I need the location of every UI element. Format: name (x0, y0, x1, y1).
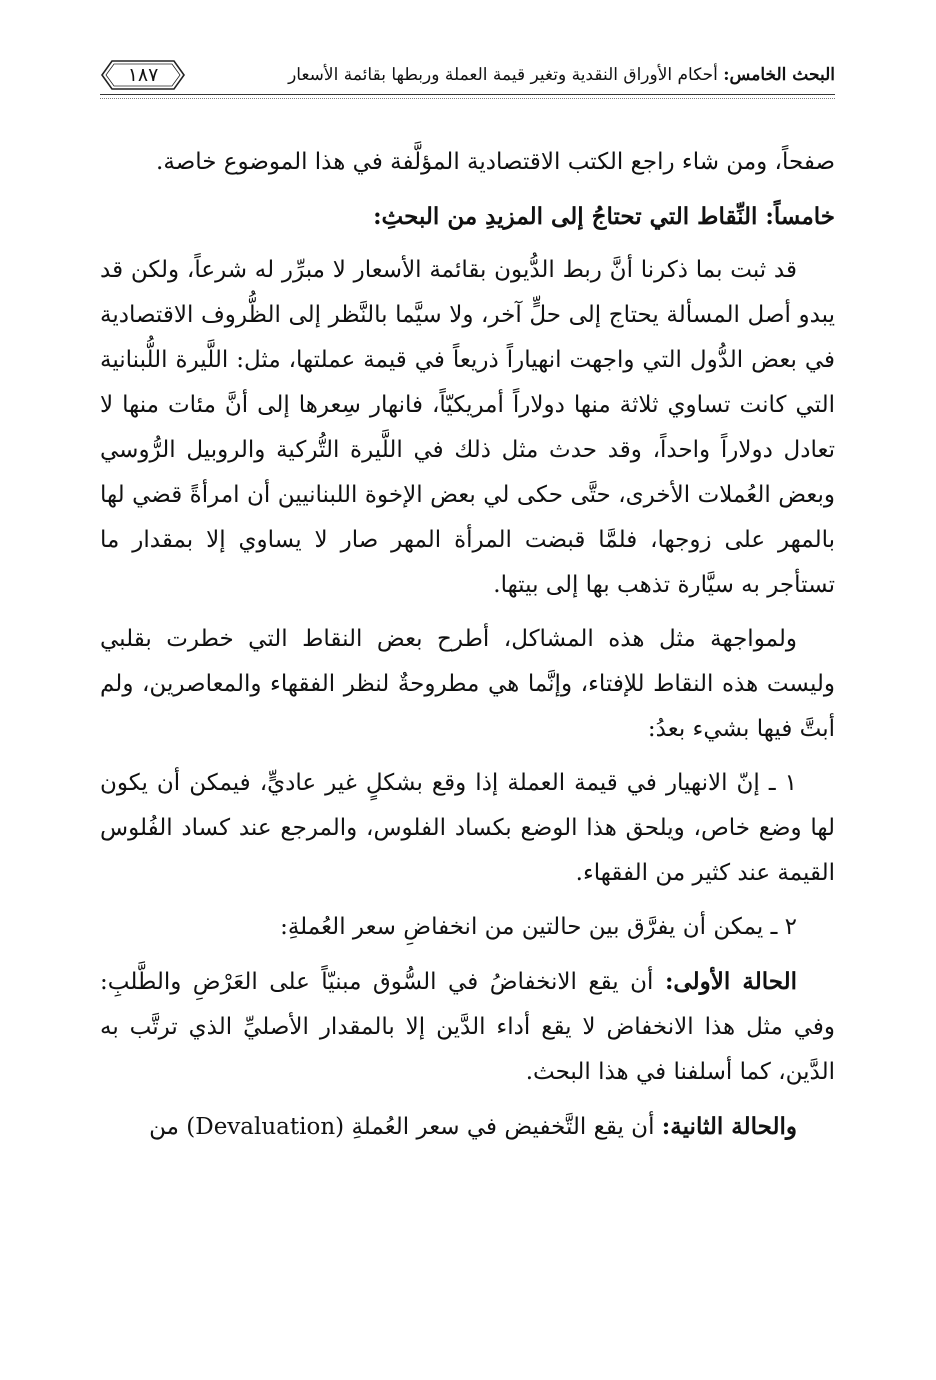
case-two-paragraph (100, 1104, 835, 1150)
section-heading: خامساً: النِّقاط التي تحتاجُ إلى المزيدِ من البحثِ: (373, 203, 835, 230)
header-rule (100, 94, 835, 95)
page-body (100, 140, 835, 1150)
section-label: البحث الخامس: (723, 65, 835, 85)
page-number: ١٨٧ (127, 64, 159, 86)
paragraph-lira-collapse: قد ثبت بما ذكرنا أنَّ ربط الدُّيون بقائمة الأسعار لا مبرِّر له شرعاً، ولكن قد يبدو أصل المسألة يحتاج إلى حلٍّ آخر، ولا سيَّما بالنَّظر إلى الظُّروف الاقتصادية في بعض الدُّول التي واجهت انهياراً ذريعاً في قيمة عملتها، مثل: اللَّيرة اللُّبنانية التي كانت تساوي ثلاثة منها دولاراً أمريكيّاً، فانهار سِعرها إلى أنَّ مئات منها لا تعادل دولاراً واحداً، وقد حدث مثل ذلك في اللَّيرة التُّركية والروبيل الرُّوسي وبعض العُملات الأخرى، حتَّى حكى لي بعض الإخوة اللبنانيين أن امرأةً قضي لها بالمهر على زوجها، فلمَّا قبضت المرأة المهر صار لا يساوي إلا بمقدار ما تستأجر به سيَّارة تذهب بها إلى بيتها. (100, 257, 835, 598)
case-one-paragraph (100, 959, 835, 1095)
numbered-point-1: ١ ـ إنّ الانهيار في قيمة العملة إذا وقع بشكلٍ غير عاديٍّ، فيمكن أن يكون لها وضع خاص، ويلحق هذا الوضع بكساد الفلوس، والمرجع عند كساد الفُلوس القيمة عند كثير من الفقهاء. (100, 770, 835, 886)
header-rule-dotted (100, 98, 835, 99)
case-two-text: أن يقع التَّخفيض في سعر العُملةِ (344, 1114, 662, 1140)
case-two-label: والحالة الثانية: (661, 1113, 797, 1140)
paragraph-continuation: صفحاً، ومن شاء راجع الكتب الاقتصادية المؤلَّفة في هذا الموضوع خاصة. (156, 149, 835, 175)
case-two-text-end: من (149, 1114, 187, 1140)
running-header (100, 50, 835, 100)
paragraph-proposal-intro: ولمواجهة مثل هذه المشاكل، أطرح بعض النقاط التي خطرت بقلبي وليست هذه النقاط للإفتاء، وإنَّما هي مطروحةٌ لنظر الفقهاء والمعاصرين، ولم أبتَّ فيها بشيء بعدُ: (100, 626, 835, 742)
devaluation-term: (Devaluation) (186, 1114, 345, 1140)
running-title (288, 62, 835, 88)
page-number-frame (100, 58, 186, 92)
numbered-point-2: ٢ ـ يمكن أن يفرَّق بين حالتين من انخفاضِ سعر العُملةِ: (280, 914, 797, 940)
section-title: أحكام الأوراق النقدية وتغير قيمة العملة وربطها بقائمة الأسعار (288, 65, 718, 85)
case-one-text: أن يقع الانخفاضُ في السُّوق مبنيّاً على العَرْضِ والطَّلبِ: وفي مثل هذا الانخفاض لا يقع أداء الدَّين إلا بالمقدار الأصليِّ الذي ترتَّب به الدَّين، كما أسلفنا في هذا البحث. (100, 969, 835, 1085)
case-one-label: الحالة الأولى: (664, 968, 797, 995)
